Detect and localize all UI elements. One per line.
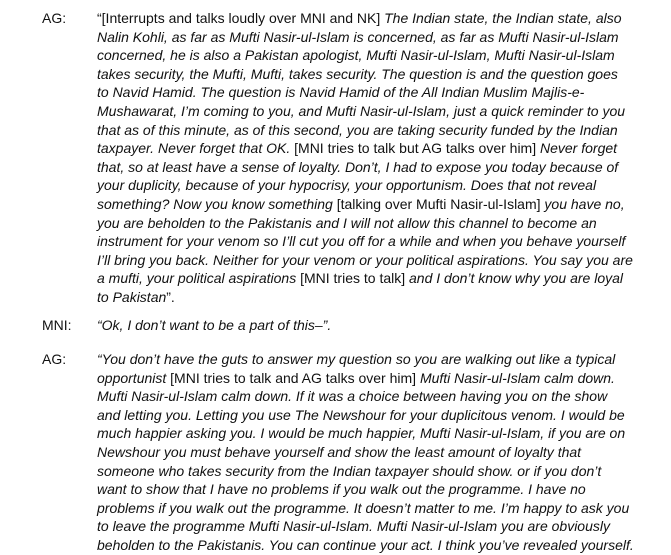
- speech-line: [97, 232, 657, 251]
- speech-line: [97, 517, 657, 536]
- speech-run-italic: Mushawarat, I’m coming to you, and Mufti Nasir-ul-Islam, just a quick reminder to you: [97, 102, 626, 119]
- speech-run-italic: want to show that I have no problems if you walk out the programme. I have no: [97, 481, 586, 498]
- speech-run-italic: I’ll bring you back. Neither for your venom or your political aspirations. You say you are: [97, 251, 633, 268]
- speech-run-italic: Mufti Nasir-ul-Islam calm down.: [419, 369, 615, 386]
- speech-run-italic: Nalin Kohli, as far as Mufti Nasir-ul-Islam is concerned, as far as Mufti Nasir-ul-Islam: [97, 28, 619, 45]
- speech-line: [97, 158, 657, 177]
- speech-run-italic: instrument for your venom so I’ll cut you off for a while and when you behave yourself: [97, 233, 626, 250]
- speech-run-italic: you are beholden to the Pakistanis and I will not allow this channel to become an: [97, 214, 597, 231]
- speech-line: [97, 536, 657, 555]
- speech-line: [97, 387, 657, 406]
- speech-line: [97, 424, 657, 443]
- speech-line: [97, 443, 657, 462]
- speech-run-italic: and I don’t know why you are loyal: [409, 270, 624, 287]
- speech-run-italic: to Pakistan: [97, 288, 167, 305]
- speech-line: [97, 46, 657, 65]
- speech-run-roman: [MNI tries to talk but AG talks over him]: [294, 140, 540, 157]
- speech-run-roman: [MNI tries to talk and AG talks over him]: [170, 369, 420, 386]
- speech-line: [97, 139, 657, 158]
- speech-line: [97, 214, 657, 233]
- speech-run-italic: Never forget: [540, 140, 618, 157]
- speech-text: [97, 316, 657, 335]
- speech-run-italic: you have no,: [544, 195, 625, 212]
- speech-line: [97, 251, 657, 270]
- speech-run-italic: Newshour you must behave yourself and show the least amount of loyalty that: [97, 443, 582, 460]
- speech-line: [97, 9, 657, 28]
- speech-run-italic: that as of this minute, as of this second, you are taking security funded by the Indian: [97, 121, 618, 138]
- speech-run-italic: takes security, the Mufti, Mufti, takes security. The question is and the question goes: [97, 65, 618, 82]
- speech-run-italic: Mufti Nasir-ul-Islam calm down. If it was a choice between having you on the show: [97, 388, 608, 405]
- speech-run-italic: to Navid Hamid. The question is Navid Hamid of the All Indian Muslim Majlis-e-: [97, 84, 585, 101]
- speech-run-italic: much happier asking you. I would be much happier, Mufti Nasir-ul-Islam, if you are on: [97, 425, 626, 442]
- speech-run-italic: “You don’t have the guts to answer my question so you are walking out like a typical: [97, 351, 616, 367]
- speech-run-italic: a mufti, your political aspirations: [97, 270, 301, 287]
- speech-run-italic: opportunist: [97, 369, 171, 386]
- speech-run-italic: and letting you. Letting you use The Newshour for your duplicitous venom. I would be: [97, 406, 625, 423]
- speech-line: [97, 65, 657, 84]
- speaker-label: AG:: [42, 10, 67, 26]
- speech-line: [97, 480, 657, 499]
- speech-run-italic: problems if you walk out the programme. It doesn’t matter to me. I’m happy to ask you: [97, 499, 630, 516]
- speech-text: [97, 9, 657, 307]
- speech-line: [97, 350, 657, 369]
- speech-run-italic: that, so at least have a sense of loyalty. Don’t, I had to expose you today because of: [97, 158, 619, 175]
- speech-line: [97, 121, 657, 140]
- speech-line: [97, 369, 657, 388]
- speech-text: [97, 350, 657, 555]
- speech-run-roman: [MNI tries to talk]: [300, 270, 410, 287]
- speaker-label: MNI:: [42, 317, 72, 333]
- speech-run-italic: “Ok, I don’t want to be a part of this–”.: [97, 317, 332, 333]
- speaker-label: AG:: [42, 351, 67, 367]
- speech-run-roman: “[Interrupts and talks loudly over MNI and NK]: [97, 10, 385, 26]
- speech-run-roman: ”.: [166, 288, 175, 305]
- speech-line: [97, 499, 657, 518]
- speech-run-italic: someone who takes security from the Indian taxpayer should show. or if you don’t: [97, 462, 602, 479]
- speech-run-italic: beholden to the Pakistanis. You can continue your act. I think you’ve revealed yourself.: [97, 536, 634, 553]
- speech-run-italic: taxpayer. Never forget that OK.: [97, 140, 295, 157]
- speech-line: [97, 28, 657, 47]
- speech-run-roman: [talking over Mufti Nasir-ul-Islam]: [336, 195, 545, 212]
- speech-run-italic: something? Now you know something: [97, 195, 337, 212]
- speech-line: [97, 195, 657, 214]
- speech-run-italic: concerned, he is also a Pakistan apologist, Mufti Nasir-ul-Islam, Mufti Nasir-ul-Islam: [97, 47, 615, 64]
- speech-line: [97, 176, 657, 195]
- speech-line: [97, 288, 657, 307]
- speech-run-italic: your duplicity, because of your hypocrisy, your opportunism. Does that not reveal: [97, 177, 597, 194]
- speech-run-italic: The Indian state, the Indian state, also: [384, 10, 622, 26]
- speech-line: [97, 102, 657, 121]
- speech-line: [97, 316, 657, 335]
- speech-line: [97, 406, 657, 425]
- speech-line: [97, 462, 657, 481]
- speech-run-italic: to leave the programme Mufti Nasir-ul-Islam. Mufti Nasir-ul-Islam you are obviously: [97, 518, 610, 535]
- speech-line: [97, 269, 657, 288]
- speech-line: [97, 83, 657, 102]
